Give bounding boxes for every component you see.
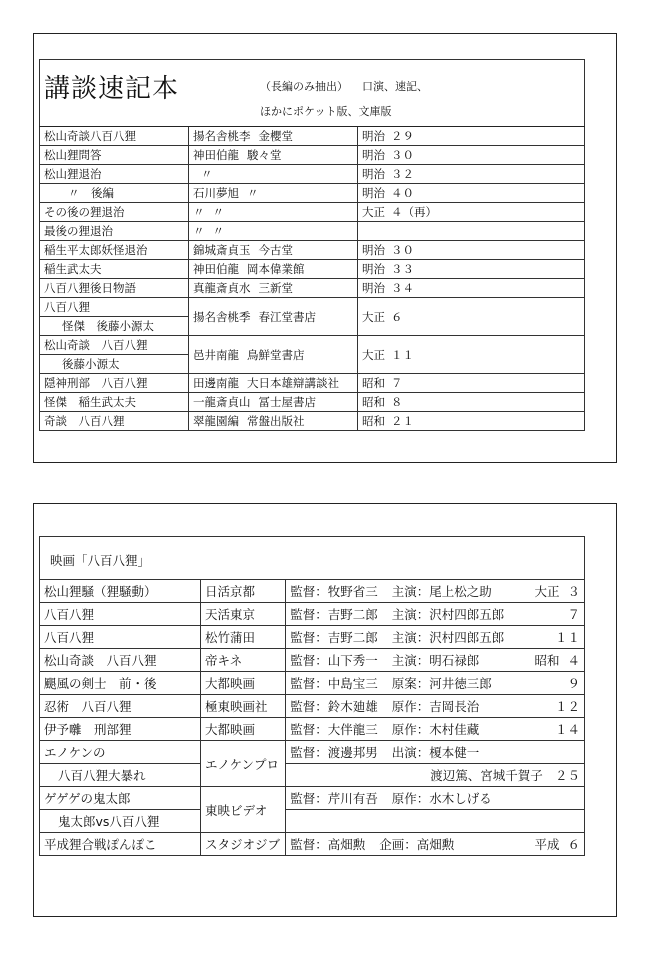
film-work-title: 忍術 八百八狸 [44, 699, 132, 714]
kodan-publisher: 〃 [212, 205, 224, 219]
film-work-title: エノケンの [44, 745, 106, 760]
film-director: 山下秀一 [327, 653, 378, 668]
kodan-performer: 翠龍園編 [193, 414, 239, 428]
kodan-year: ２９ [391, 129, 414, 143]
film-row [40, 787, 585, 810]
film-credits-cell-2 [286, 764, 585, 787]
film-director-label: 監督： [290, 699, 328, 714]
film-release [534, 651, 580, 669]
film-cast-label: 企画： [379, 837, 417, 852]
film-cast-label: 原作： [391, 699, 430, 714]
kodan-year: ２１ [391, 414, 414, 428]
film-table [39, 536, 585, 856]
film-cast: 榎本健一 [429, 745, 480, 760]
kodan-year: ６ [391, 309, 403, 324]
kodan-note-scope: （長編のみ抽出） [260, 80, 348, 93]
film-studio-cell [201, 603, 286, 626]
kodan-row [40, 184, 585, 203]
kodan-era: 昭和 [362, 414, 385, 428]
kodan-performer-cell [189, 393, 358, 412]
film-release [547, 697, 580, 715]
kodan-row [40, 222, 585, 241]
kodan-era: 明治 [362, 148, 385, 162]
kodan-era: 大正 [362, 309, 385, 324]
film-cast: 沢村四郎五郎 [429, 630, 505, 645]
kodan-performer: 邑井南龍 [193, 347, 239, 362]
kodan-performer-cell [189, 298, 358, 336]
kodan-performer: 揚名舎桃李 [193, 129, 251, 143]
film-studio-cell [201, 695, 286, 718]
kodan-publisher: 〃 [247, 186, 259, 200]
film-director: 中島宝三 [327, 676, 378, 691]
kodan-publisher: 大日本雄辯講談社 [247, 376, 339, 390]
film-year: ９ [567, 676, 580, 691]
kodan-title: 講談速記本 [44, 74, 180, 104]
kodan-title-cell [40, 165, 189, 184]
film-title-cell [40, 695, 201, 718]
kodan-title-cell [40, 146, 189, 165]
kodan-performer-cell [189, 412, 358, 431]
film-director-label: 監督： [290, 630, 328, 645]
film-studio: 帝キネ [205, 653, 243, 668]
kodan-publisher: 今古堂 [258, 243, 293, 257]
film-release [547, 720, 580, 738]
kodan-era: 明治 [362, 262, 385, 276]
film-title-cell [40, 833, 201, 856]
kodan-date-cell [358, 412, 585, 431]
kodan-date-cell [358, 203, 585, 222]
kodan-title-cell [40, 127, 189, 146]
kodan-date-cell [358, 336, 585, 374]
film-work-title: 颶風の剣士 前・後 [44, 676, 157, 691]
kodan-row [40, 260, 585, 279]
kodan-publisher: 春江堂書店 [258, 309, 316, 324]
film-director: 渡邊邦男 [327, 745, 378, 760]
kodan-note-types1: 口演、速記、 [362, 80, 428, 93]
kodan-performer-cell [189, 203, 358, 222]
film-year: ２５ [554, 768, 580, 783]
film-work-title: 伊予囃 刑部狸 [44, 722, 132, 737]
kodan-year: ４０ [391, 186, 414, 200]
kodan-publisher: 〃 [201, 167, 213, 181]
kodan-date-cell [358, 260, 585, 279]
kodan-date-cell [358, 279, 585, 298]
kodan-era: 明治 [362, 186, 385, 200]
kodan-performer: 神田伯龍 [193, 148, 239, 162]
film-title-row [40, 537, 585, 580]
film-credits-cell [286, 741, 585, 764]
kodan-work-title: 隠神刑部 八百八狸 [44, 376, 148, 390]
kodan-work-title: 松山狸退治 [44, 167, 102, 181]
film-cast-label: 主演： [391, 607, 430, 622]
kodan-publisher: 〃 [212, 224, 224, 238]
film-row [40, 672, 585, 695]
film-work-title: 松山狸騒（狸騒動） [44, 584, 157, 599]
film-title-cell-2 [40, 764, 201, 787]
film-studio-cell [201, 580, 286, 603]
film-row [40, 603, 585, 626]
kodan-row [40, 412, 585, 431]
film-year: ７ [567, 607, 580, 622]
kodan-title-cell [40, 412, 189, 431]
film-director-label: 監督： [290, 722, 328, 737]
kodan-panel [33, 33, 617, 463]
kodan-date-cell [358, 241, 585, 260]
kodan-publisher: 金櫻堂 [258, 129, 293, 143]
film-row [40, 741, 585, 764]
kodan-note-line1 [260, 78, 428, 94]
film-studio-cell [201, 787, 286, 833]
kodan-year: ７ [391, 376, 403, 390]
film-release [547, 628, 580, 646]
film-studio-cell [201, 718, 286, 741]
kodan-work-title: 松山狸問答 [44, 148, 102, 162]
kodan-date-cell [358, 165, 585, 184]
kodan-title-cell [40, 279, 189, 298]
kodan-work-subtitle: 怪傑 後藤小源太 [62, 319, 154, 333]
kodan-performer-cell [189, 260, 358, 279]
film-credits-cell [286, 787, 585, 810]
film-title: 映画「八百八狸」 [40, 537, 585, 580]
kodan-era: 明治 [362, 243, 385, 257]
film-title-cell [40, 787, 201, 810]
film-release [559, 605, 580, 623]
kodan-era: 大正 [362, 347, 385, 362]
kodan-title-cell [40, 203, 189, 222]
kodan-era: 明治 [362, 129, 385, 143]
film-studio: 日活京都 [205, 584, 256, 599]
kodan-date-cell [358, 127, 585, 146]
film-director-label: 監督： [290, 791, 328, 806]
film-work-title: 平成狸合戦ぽんぽこ [44, 837, 157, 852]
film-row [40, 833, 585, 856]
kodan-performer: 〃 [193, 205, 205, 219]
film-work-title: 八百八狸 [44, 630, 95, 645]
kodan-publisher: 駿々堂 [247, 148, 282, 162]
kodan-performer: 真龍斎貞水 [193, 281, 251, 295]
film-cast-label: 主演： [391, 584, 430, 599]
film-row [40, 580, 585, 603]
kodan-work-title: 八百八狸 [44, 300, 90, 314]
kodan-performer: 神田伯龍 [193, 262, 239, 276]
film-credits-cell [286, 833, 585, 856]
film-director: 吉野二郎 [327, 630, 378, 645]
kodan-work-title: 八百八狸後日物語 [44, 281, 136, 295]
kodan-title-cell-2 [40, 355, 189, 374]
kodan-title-cell [40, 393, 189, 412]
film-year: １１ [554, 630, 580, 645]
kodan-work-title: 松山奇談八百八狸 [44, 129, 136, 143]
film-title-cell [40, 580, 201, 603]
film-studio-cell [201, 649, 286, 672]
kodan-performer-cell [189, 336, 358, 374]
kodan-year: ３４ [391, 281, 414, 295]
kodan-year: ３０ [391, 243, 414, 257]
film-year: １４ [554, 722, 580, 737]
film-release [534, 835, 580, 853]
kodan-era: 昭和 [362, 395, 385, 409]
kodan-row [40, 279, 585, 298]
kodan-year: ８ [391, 395, 403, 409]
film-work-subtitle: 八百八狸大暴れ [58, 768, 146, 783]
film-studio-cell [201, 626, 286, 649]
film-studio: 東映ビデオ [205, 802, 268, 818]
kodan-performer-cell [189, 165, 358, 184]
film-era: 昭和 [534, 653, 560, 668]
kodan-date-cell [358, 222, 585, 241]
kodan-performer: 錦城斎貞玉 [193, 243, 251, 257]
kodan-publisher: 常盤出版社 [247, 414, 305, 428]
film-title-cell-2 [40, 810, 201, 833]
film-director: 牧野省三 [327, 584, 378, 599]
kodan-row [40, 393, 585, 412]
film-cast-label: 原作： [391, 722, 430, 737]
film-credits-cell [286, 672, 585, 695]
kodan-performer-cell [189, 374, 358, 393]
film-title-cell [40, 672, 201, 695]
kodan-title-cell [40, 336, 189, 355]
film-cast: 木村佳藏 [429, 722, 480, 737]
film-studio: 天活東京 [205, 607, 256, 622]
kodan-publisher: 三新堂 [258, 281, 293, 295]
film-cast: 沢村四郎五郎 [429, 607, 505, 622]
film-director: 吉野二郎 [327, 607, 378, 622]
film-release [534, 582, 580, 600]
kodan-year: ３０ [391, 148, 414, 162]
kodan-performer-cell [189, 222, 358, 241]
film-title-cell [40, 718, 201, 741]
film-cast: 河井徳三郎 [429, 676, 492, 691]
film-director-label: 監督： [290, 745, 328, 760]
film-work-subtitle: 鬼太郎vs八百八狸 [58, 814, 160, 829]
kodan-performer-cell [189, 241, 358, 260]
film-director-label: 監督： [290, 607, 328, 622]
film-row-continued [40, 810, 585, 833]
kodan-title-cell [40, 298, 189, 317]
kodan-row [40, 146, 585, 165]
kodan-title-cell [40, 222, 189, 241]
kodan-row [40, 203, 585, 222]
kodan-performer: 田邊南龍 [193, 376, 239, 390]
kodan-work-title: 怪傑 稲生武太夫 [44, 395, 136, 409]
kodan-date-cell [358, 298, 585, 336]
film-release [572, 789, 580, 804]
film-credits-cell [286, 626, 585, 649]
kodan-work-title: その後の狸退治 [44, 205, 125, 219]
kodan-performer: 一龍斎貞山 [193, 395, 251, 409]
kodan-work-title: 奇談 八百八狸 [44, 414, 125, 428]
kodan-title-cell [40, 241, 189, 260]
film-year: ４ [567, 653, 580, 668]
film-credits-cell [286, 649, 585, 672]
film-release [559, 674, 580, 692]
kodan-work-title: 松山奇談 八百八狸 [44, 338, 148, 352]
kodan-row [40, 336, 585, 355]
film-studio-cell [201, 833, 286, 856]
kodan-era: 明治 [362, 281, 385, 295]
film-title-cell [40, 649, 201, 672]
film-credits-cell-2 [286, 810, 585, 833]
film-studio: 大都映画 [205, 676, 256, 691]
film-cast-label: 原案： [391, 676, 430, 691]
kodan-note-types2: ほかにポケット版、文庫版 [260, 105, 392, 118]
kodan-performer-cell [189, 184, 358, 203]
kodan-year: ３３ [391, 262, 414, 276]
film-director-label: 監督： [290, 584, 328, 599]
kodan-publisher: 岡本偉業館 [247, 262, 305, 276]
kodan-performer-cell [189, 127, 358, 146]
kodan-row [40, 165, 585, 184]
film-row [40, 695, 585, 718]
film-cast-label: 出演： [391, 745, 430, 760]
kodan-row [40, 241, 585, 260]
kodan-year: ３２ [391, 167, 414, 181]
kodan-title-cell-2 [40, 317, 189, 336]
film-work-title: 松山奇談 八百八狸 [44, 653, 157, 668]
film-credits-cell [286, 718, 585, 741]
kodan-performer: 〃 [193, 224, 205, 238]
film-row-continued [40, 764, 585, 787]
kodan-work-subtitle: 後藤小源太 [62, 357, 120, 371]
film-year: ３ [567, 584, 580, 599]
film-cast-label: 主演： [391, 630, 430, 645]
film-director: 大伴龍三 [327, 722, 378, 737]
film-panel [33, 503, 617, 917]
film-credits-cell [286, 580, 585, 603]
film-studio-cell [201, 741, 286, 787]
film-studio-cell [201, 672, 286, 695]
film-title-cell [40, 626, 201, 649]
film-director: 芹川有吾 [327, 791, 378, 806]
film-cast: 水木しげる [429, 791, 492, 806]
film-year: １２ [554, 699, 580, 714]
film-director: 高畑勲 [327, 837, 366, 852]
film-row [40, 718, 585, 741]
kodan-work-title: 〃 後編 [68, 186, 114, 200]
film-director-label: 監督： [290, 837, 328, 852]
kodan-work-title: 稲生武太夫 [44, 262, 102, 276]
film-cast-label: 主演： [391, 653, 430, 668]
film-row [40, 626, 585, 649]
kodan-date-cell [358, 393, 585, 412]
film-year: ６ [567, 837, 580, 852]
kodan-date-cell [358, 374, 585, 393]
kodan-work-title: 最後の狸退治 [44, 224, 113, 238]
film-work-title: ゲゲゲの鬼太郎 [44, 791, 131, 806]
film-studio: 極東映画社 [205, 699, 268, 714]
kodan-publisher: 冨士屋書店 [258, 395, 316, 409]
kodan-performer-cell [189, 146, 358, 165]
film-era: 平成 [534, 837, 560, 852]
kodan-performer: 揚名舎桃季 [193, 309, 251, 324]
film-release [547, 766, 580, 784]
kodan-date-cell [358, 184, 585, 203]
kodan-work-title: 稲生平太郎妖怪退治 [44, 243, 148, 257]
film-studio: スタジオジブ [205, 837, 281, 852]
film-row [40, 649, 585, 672]
kodan-year: ４（再） [391, 205, 437, 219]
film-credits-cell [286, 695, 585, 718]
film-director: 鈴木廸雄 [327, 699, 378, 714]
kodan-year: １１ [391, 347, 414, 362]
kodan-era: 昭和 [362, 376, 385, 390]
film-credits-cell [286, 603, 585, 626]
kodan-row [40, 127, 585, 146]
film-cast: 高畑勲 [416, 837, 455, 852]
film-cast-label: 原作： [391, 791, 430, 806]
kodan-era: 明治 [362, 167, 385, 181]
kodan-performer: 石川夢旭 [193, 186, 239, 200]
film-title-cell [40, 741, 201, 764]
film-title-cell [40, 603, 201, 626]
film-cast: 尾上松之助 [429, 584, 492, 599]
kodan-title-cell [40, 374, 189, 393]
kodan-date-cell [358, 146, 585, 165]
kodan-row [40, 298, 585, 317]
kodan-era: 大正 [362, 205, 385, 219]
film-director-label: 監督： [290, 653, 328, 668]
kodan-title-cell [40, 184, 189, 203]
film-studio: 松竹蒲田 [205, 630, 256, 645]
kodan-publisher: 鳥鮮堂書店 [247, 347, 305, 362]
film-cast-2: 渡辺篤、宮城千賀子 [430, 768, 543, 783]
film-studio: エノケンプロ [205, 756, 280, 772]
film-studio: 大都映画 [205, 722, 256, 737]
film-work-title: 八百八狸 [44, 607, 95, 622]
film-cast: 明石禄郎 [429, 653, 480, 668]
film-era: 大正 [534, 584, 560, 599]
kodan-row [40, 374, 585, 393]
kodan-title-cell [40, 260, 189, 279]
film-director-label: 監督： [290, 676, 328, 691]
film-cast: 吉岡長治 [429, 699, 480, 714]
kodan-performer-cell [189, 279, 358, 298]
